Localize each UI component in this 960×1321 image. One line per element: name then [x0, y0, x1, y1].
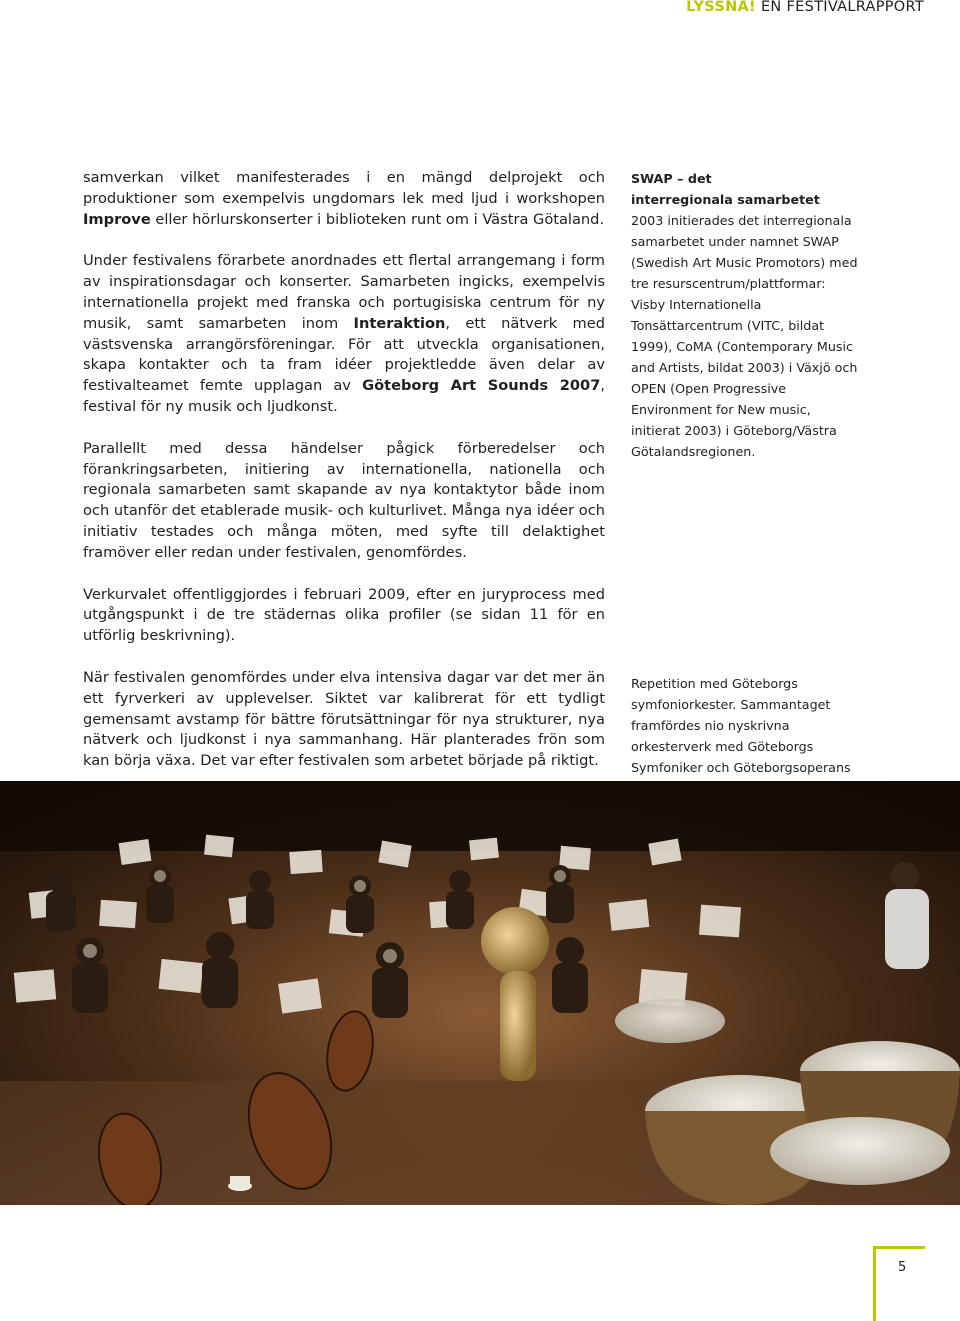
page-number-frame	[873, 1246, 925, 1321]
orchestra-photo	[0, 781, 960, 1205]
paragraph-1-emphasis: Improve	[83, 210, 151, 228]
paragraph-1-text-c: eller hörlurskonserter i biblioteken runt om i Västra Götaland.	[150, 210, 605, 228]
paragraph-1	[83, 168, 605, 230]
photo-caption: Repetition med Göteborgs symfoniorkester. Sammantaget framfördes nio nyskrivna orkesterverk med Göteborgs Symfoniker och Göteborgsoperans	[631, 676, 851, 775]
paragraph-2-text-c: , ett nätverk med västsvenska arrangörsföreningar. För att utveckla organisationen, skapa kontakter och ta fram idéer projektledde även delar av festivalteamet femte upplagan av	[83, 314, 605, 395]
sidebar-body: 2003 initierades det interregionala samarbetet under namnet SWAP (Swedish Art Music Promotors) med tre resurscentrum/plattformar: Visby Internationella Tonsättarcentrum (VITC, bildat 1999), CoMA (Contemporary Music and Artists, bildat 2003) i Växjö och OPEN (Open Progressive Environment for New music, initierat 2003) i Göteborg/Västra Götalandsregionen.	[631, 213, 858, 459]
paragraph-2-emphasis-2: Göteborg Art Sounds 2007	[362, 377, 601, 395]
paragraph-1-text-a: samverkan vilket manifesterades i en mängd delprojekt och produktioner som exempelvis ungdomars lek med ljud i workshopen	[83, 169, 605, 207]
sidebar-title-1: SWAP – det	[631, 171, 712, 186]
paragraph-4: Verkurvalet offentliggjordes i februari 2009, efter en juryprocess med utgångspunkt i de tre städernas olika profiler (se sidan 11 för en utförlig beskrivning).	[83, 585, 605, 645]
header-kicker: LYSSNA!	[686, 0, 756, 15]
orchestra-photo-illustration	[0, 781, 960, 1205]
paragraph-5: När festivalen genomfördes under elva intensiva dagar var det mer än ett fyrverkeri av upplevelser. Siktet var kalibrerat för ett tydligt gemensamt avstamp för bättre förutsättningar för nya strukturer, nya nätverk och ljudkonst i nya sammanhang. Här planterades frön som kan börja växa. Det var efter festivalen som arbetet började på riktigt.	[83, 668, 605, 770]
paragraph-3: Parallellt med dessa händelser pågick förberedelser och förankringsarbeten, initiering av internationella, nationella och regionala samarbeten samt skapande av nya kontaktytor både inom och utanför det etablerade musik- och kulturlivet. Många nya idéer och initiativ testades och många möten, med syfte till delaktighet framöver eller redan under festivalen, genomfördes.	[83, 439, 605, 561]
paragraph-2-emphasis-1: Interaktion	[353, 314, 446, 332]
sidebar-title-2: interregionala samarbetet	[631, 192, 820, 207]
paragraph-2	[83, 251, 605, 417]
header-section: EN FESTIVALRAPPORT	[760, 0, 924, 15]
running-header	[686, 0, 924, 15]
page-number: 5	[898, 1260, 907, 1275]
sidebar-box	[631, 168, 863, 462]
main-column	[83, 168, 605, 793]
paragraph-2-text-e: , festival för ny musik och ljudkonst.	[83, 377, 605, 415]
paragraph-2-text-a: Under festivalens förarbete anordnades ett flertal arrangemang i form av inspirationsdagar och konserter. Samarbeten ingicks, exempelvis internationella projekt med franska och portugisiska centrum för ny musik, samt samarbeten inom	[83, 252, 605, 332]
